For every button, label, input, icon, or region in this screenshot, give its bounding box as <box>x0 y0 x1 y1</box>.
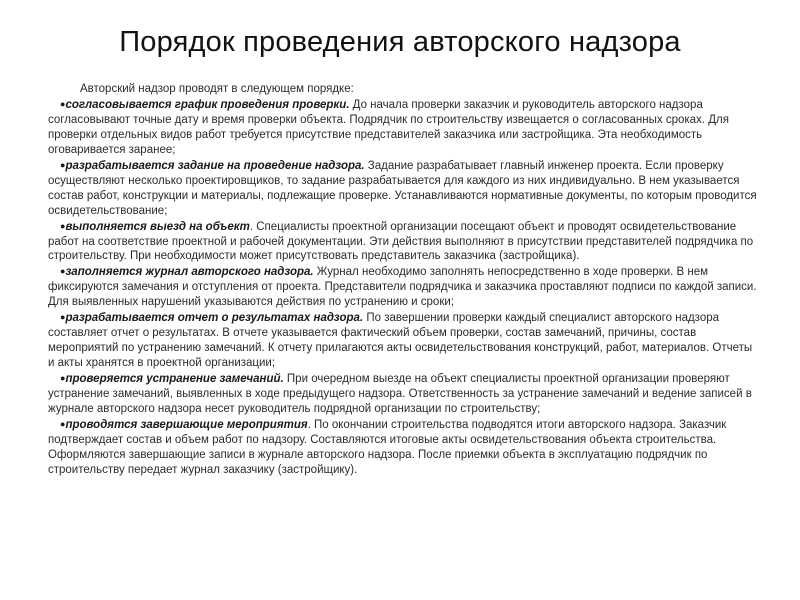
list-item <box>48 417 760 478</box>
item-text: Журнал необходимо заполнять непосредственно в ходе проверки. В нем фиксируются замечания и отступления от проекта. Представители подрядчика и заказчика проставляют подписи по каждой записи. Для выявленных нарушений указываются действия по устранению и сроки; <box>48 266 757 309</box>
list-item <box>48 310 760 371</box>
item-text: По завершении проверки каждый специалист авторского надзора составляет отчет о результатах. В отчете указывается фактический объем проверки, состав замечаний, причины, состав мероприятий по устранению замечаний. К отчету прилагаются акты освидетельствования конструкций, работ, материалов. Отчеты и акты хранятся в проектной организации; <box>48 312 753 370</box>
slide-title: Порядок проведения авторского надзора <box>119 26 681 58</box>
bullet-icon: ● <box>60 312 66 323</box>
item-lead: проводятся завершающие мероприятия <box>65 418 308 431</box>
bullet-icon: ● <box>60 98 66 109</box>
item-lead: заполняется журнал авторского надзора. <box>65 266 314 279</box>
slide-body <box>48 82 760 478</box>
item-lead: согласовывается график проведения проверки. <box>65 98 350 111</box>
item-lead: разрабатывается задание на проведение надзора. <box>65 159 365 172</box>
item-text: При очередном выезде на объект специалисты проектной организации проверяют устранение замечаний, выявленных в ходе предыдущего надзора. Ответственность за устранение замечаний и ведение записей в журнале авторского надзора несет руководитель подрядной организации по строительству; <box>48 373 752 416</box>
bullet-icon: ● <box>60 220 66 231</box>
intro-text: Авторский надзор проводят в следующем порядке: <box>80 83 354 95</box>
item-text: Задание разрабатывает главный инженер проекта. Если проверку осуществляют несколько проектировщиков, то задание разрабатывается для каждого из них индивидуально. В нем указывается состав работ, конструкции и материалы, подлежащие проверке. Устанавливаются нормативные документы, по которым проводится освидетельствование; <box>48 159 757 217</box>
list-item <box>48 371 760 417</box>
list-item <box>48 219 760 265</box>
list-item <box>48 158 760 219</box>
list-item <box>48 264 760 310</box>
item-lead: выполняется выезд на объект <box>65 220 250 233</box>
bullet-icon: ● <box>60 418 66 429</box>
bullet-icon: ● <box>60 159 66 170</box>
bullet-icon: ● <box>60 373 66 384</box>
list-item <box>48 97 760 158</box>
bullet-icon: ● <box>60 266 66 277</box>
item-text: . Специалисты проектной организации посещают объект и проводят освидетельствование работ на соответствие проектной и рабочей документации. Эти действия выполняют в присутствии представителей подрядчика по строительству. При необходимости может присутствовать представитель заказчика (застройщика). <box>48 220 754 263</box>
item-lead: проверяется устранение замечаний. <box>65 373 284 386</box>
item-text: . По окончании строительства подводятся итоги авторского надзора. Заказчик подтверждает состав и объем работ по надзору. Составляются итоговые акты освидетельствования объекта строительства. Оформляются завершающие записи в журнале авторского надзора. После приемки объекта в эксплуатацию подрядчик по строительству передает журнал заказчику (застройщику). <box>48 418 727 476</box>
item-text: До начала проверки заказчик и руководитель авторского надзора согласовывают точные дату и время проверки объекта. Подрядчик по строительству извещается о согласованных сроках. Для проверки отдельных видов работ требуется присутствие представителей заказчика или застройщика. Эта необходимость оговаривается заранее; <box>48 98 729 156</box>
item-lead: разрабатывается отчет о результатах надзора. <box>65 312 364 325</box>
